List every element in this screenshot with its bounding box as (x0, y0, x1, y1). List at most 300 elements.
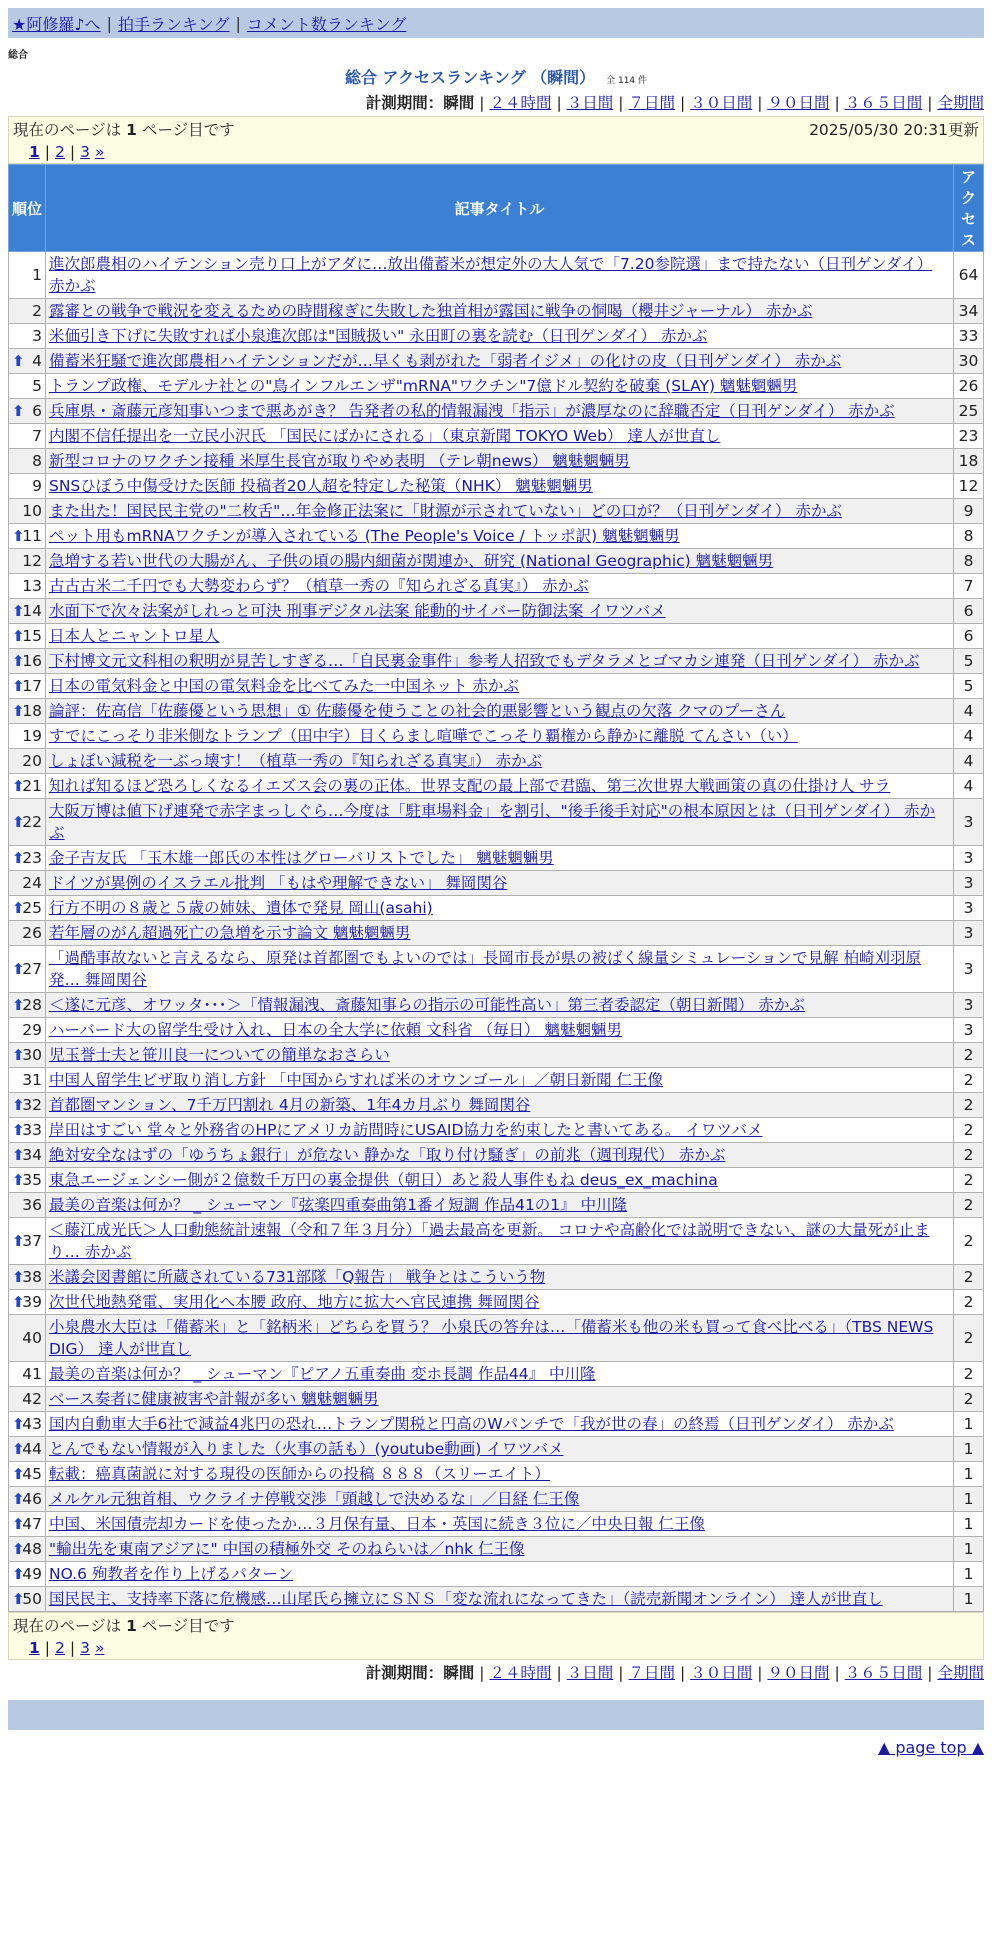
table-row (9, 1168, 984, 1193)
article-link[interactable]: 行方不明の８歳と５歳の姉妹、遺体で発見 岡山(asahi) (49, 899, 433, 917)
rank-up-icon: ⬆ (12, 677, 25, 695)
rank-number: 16 (22, 652, 42, 670)
rank-number: 30 (22, 1046, 42, 1064)
rank-cell (9, 1512, 46, 1537)
rank-number: 23 (22, 849, 42, 867)
rank-cell (9, 774, 46, 799)
article-link[interactable]: 内閣不信任提出を一立民小沢氏 「国民にばかにされる」（東京新聞 TOKYO Web） 達人が世直し (49, 427, 721, 445)
period-option-link[interactable]: ３日間 (566, 1664, 614, 1682)
access-count: 3 (954, 993, 984, 1018)
period-option-link[interactable]: ３０日間 (690, 1664, 753, 1682)
rank-number: 2 (32, 302, 42, 320)
rank-number: 3 (32, 327, 42, 345)
rank-number: 28 (22, 996, 42, 1014)
rank-number: 18 (22, 702, 42, 720)
rank-number: 46 (22, 1490, 42, 1508)
rank-number: 14 (22, 602, 42, 620)
period-current: 瞬間 (443, 1664, 475, 1682)
access-count: 2 (954, 1362, 984, 1387)
category-label: 総合 (8, 50, 28, 61)
rank-cell (9, 1068, 46, 1093)
rank-number: 38 (22, 1268, 42, 1286)
table-row (9, 399, 984, 424)
access-header: アクセス (954, 165, 984, 252)
page-link-1[interactable]: 1 (29, 143, 40, 161)
rank-cell (9, 324, 46, 349)
rank-up-icon: ⬆ (12, 1415, 25, 1433)
period-option-link[interactable]: ３６５日間 (844, 94, 923, 112)
rank-number: 25 (22, 899, 42, 917)
title-cell (46, 1387, 954, 1412)
rank-cell (9, 1043, 46, 1068)
article-link[interactable]: 大阪万博は値下げ連発で赤字まっしぐら…今度は「駐車場料金」を割引、"後手後手対応"の根本原因とは（日刊ゲンダイ） 赤かぶ (49, 802, 935, 842)
rank-number: 21 (22, 777, 42, 795)
article-link[interactable]: "輸出先を東南アジアに" 中国の積極外交 そのねらいは／nhk 仁王像 (49, 1540, 525, 1558)
rank-up-icon: ⬆ (12, 1540, 25, 1558)
rank-number: 47 (22, 1515, 42, 1533)
title-cell (46, 624, 954, 649)
table-row (9, 324, 984, 349)
article-link[interactable]: 兵庫県・斎藤元彦知事いつまで悪あがき？ 告発者の私的情報漏洩「指示」が濃厚なのに辞職否定（日刊ゲンダイ） 赤かぶ (49, 402, 895, 420)
article-link[interactable]: また出た！国民民主党の"二枚舌"…年金修正法案に「財源が示されていない」どの口が？（日刊ゲンダイ） 赤かぶ (49, 502, 842, 520)
table-row (9, 674, 984, 699)
rank-number: 1 (32, 266, 42, 284)
rank-cell (9, 1537, 46, 1562)
article-link[interactable]: NO.6 殉教者を作り上げるパターン (49, 1565, 294, 1583)
title-cell (46, 1462, 954, 1487)
article-link[interactable]: 国内自動車大手6社で減益4兆円の恐れ…トランプ関税と円高のWパンチで「我が世の春」の終焉（日刊ゲンダイ） 赤かぶ (49, 1415, 894, 1433)
page-top-link[interactable]: ▲ page top ▲ (877, 1738, 984, 1757)
table-row (9, 1587, 984, 1612)
rank-number: 4 (32, 352, 42, 370)
title-cell (46, 649, 954, 674)
title-cell (46, 1562, 954, 1587)
period-separator: | (757, 94, 763, 112)
access-count: 4 (954, 699, 984, 724)
rank-number: 48 (22, 1540, 42, 1558)
table-row (9, 1118, 984, 1143)
rank-cell (9, 1290, 46, 1315)
article-link[interactable]: ＜藤江成光氏＞人口動態統計速報（令和７年３月分）「過去最高を更新。 コロナや高齢化では説明できない、謎の大量死が止まり… 赤かぶ (49, 1221, 930, 1261)
title-cell (46, 549, 954, 574)
access-count: 3 (954, 846, 984, 871)
title-cell (46, 449, 954, 474)
article-link[interactable]: 小泉農水大臣は「備蓄米」と「銘柄米」どちらを買う？ 小泉氏の答弁は…「備蓄米も他の米も買って食べ比べる」（TBS NEWS DIG） 達人が世直し (49, 1318, 934, 1358)
period-separator: | (680, 1664, 686, 1682)
title-cell (46, 424, 954, 449)
article-link[interactable]: しょぼい減税を一ぶっ壊す！（植草一秀の『知られざる真実』） 赤かぶ (49, 752, 543, 770)
table-row (9, 871, 984, 896)
table-row (9, 1218, 984, 1265)
article-link[interactable]: ドイツが異例のイスラエル批判 「もはや理解できない」 舞岡関谷 (49, 874, 508, 892)
period-option-link[interactable]: 全期間 (937, 94, 984, 112)
rank-up-icon: ⬆ (12, 352, 25, 370)
rank-number: 15 (22, 627, 42, 645)
title-cell (46, 1487, 954, 1512)
access-count: 30 (954, 349, 984, 374)
period-option-link[interactable]: ３０日間 (690, 94, 753, 112)
rank-number: 24 (22, 874, 42, 892)
rank-number: 39 (22, 1293, 42, 1311)
rank-up-icon: ⬆ (12, 1232, 25, 1250)
article-link[interactable]: 絶対安全なはずの「ゆうちょ銀行」が危ない 静かな「取り付け騒ぎ」の前兆（週刊現代） 赤かぶ (49, 1146, 726, 1164)
period-separator: | (680, 94, 686, 112)
period-separator: | (834, 1664, 840, 1682)
rank-cell (9, 1362, 46, 1387)
rank-number: 34 (22, 1146, 42, 1164)
rank-up-icon: ⬆ (12, 1121, 25, 1139)
rank-cell (9, 1168, 46, 1193)
access-count: 2 (954, 1118, 984, 1143)
rank-number: 27 (22, 960, 42, 978)
rank-cell (9, 1562, 46, 1587)
applause-ranking-link[interactable]: 拍手ランキング (117, 14, 230, 34)
article-link[interactable]: 児玉誉士夫と笹川良一についての簡単なおさらい (49, 1046, 390, 1064)
article-link[interactable]: ペット用もmRNAワクチンが導入されている (The People's Voice / トッポ訳) 魑魅魍魎男 (49, 527, 680, 545)
rank-number: 10 (22, 502, 42, 520)
rank-cell (9, 449, 46, 474)
rank-up-icon: ⬆ (12, 652, 25, 670)
table-row (9, 1290, 984, 1315)
page-link-3[interactable]: 3 (80, 143, 91, 161)
page-link-2[interactable]: 2 (55, 143, 65, 161)
rank-number: 33 (22, 1121, 42, 1139)
period-separator: | (834, 94, 840, 112)
article-link[interactable]: 露審との戦争で戦況を変えるための時間稼ぎに失敗した独首相が露国に戦争の恫喝（櫻井ジャーナル） 赤かぶ (49, 302, 813, 320)
rank-number: 42 (22, 1390, 42, 1408)
period-label: 計測期間： (365, 1664, 444, 1682)
period-option-link[interactable]: ３６５日間 (844, 1664, 923, 1682)
rank-cell (9, 799, 46, 846)
title-cell (46, 324, 954, 349)
article-link[interactable]: 新型コロナのワクチン接種 米厚生長官が取りやめ表明 （テレ朝news） 魑魅魍魎男 (49, 452, 630, 470)
table-row (9, 1265, 984, 1290)
article-link[interactable]: 知れば知るほど恐ろしくなるイエズス会の裏の正体。世界支配の最上部で君臨、第三次世界大戦画策の真の仕掛け人 サラ (49, 777, 891, 795)
page-title: 総合 アクセスランキング （瞬間） (344, 68, 596, 87)
title-cell (46, 1362, 954, 1387)
article-link[interactable]: 最美の音楽は何か？ _ シューマン『弦楽四重奏曲第1番イ短調 作品41の1』 中川隆 (49, 1196, 628, 1214)
period-option-link[interactable]: ２４時間 (489, 94, 552, 112)
access-count: 1 (954, 1512, 984, 1537)
access-count: 2 (954, 1168, 984, 1193)
title-cell (46, 724, 954, 749)
page-separator: | (69, 143, 76, 161)
rank-cell (9, 349, 46, 374)
title-cell (46, 1093, 954, 1118)
article-link[interactable]: 岸田はすごい 堂々と外務省のHPにアメリカ訪問時にUSAID協力を約束したと書いてある。 イワツバメ (49, 1121, 763, 1139)
access-count: 2 (954, 1193, 984, 1218)
rank-cell (9, 1587, 46, 1612)
access-count: 2 (954, 1068, 984, 1093)
title-cell (46, 749, 954, 774)
rank-cell (9, 649, 46, 674)
rank-up-icon: ⬆ (12, 899, 25, 917)
page-separator: | (69, 1639, 76, 1657)
rank-cell (9, 1018, 46, 1043)
period-option-link[interactable]: 全期間 (937, 1664, 984, 1682)
article-link[interactable]: 備蓄米狂騒で進次郎農相ハイテンションだが…早くも剥がれた「弱者イジメ」の化けの皮（日刊ゲンダイ） 赤かぶ (49, 352, 842, 370)
table-row (9, 1362, 984, 1387)
next-page-link[interactable]: » (94, 143, 105, 161)
rank-cell (9, 1193, 46, 1218)
page (8, 0, 984, 1757)
rank-up-icon: ⬆ (12, 996, 25, 1014)
rank-number: 37 (22, 1232, 42, 1250)
rank-number: 22 (22, 813, 42, 831)
period-option-link[interactable]: ９０日間 (767, 1664, 830, 1682)
rank-cell (9, 474, 46, 499)
article-link[interactable]: 若年層のがん超過死亡の急増を示す論文 魑魅魍魎男 (49, 924, 411, 942)
rank-up-icon: ⬆ (12, 1440, 25, 1458)
title-cell (46, 349, 954, 374)
article-link[interactable]: 首都圏マンション、7千万円割れ 4月の新築、1年4カ月ぶり 舞岡関谷 (49, 1096, 531, 1114)
rank-up-icon: ⬆ (12, 1490, 25, 1508)
article-link[interactable]: 次世代地熱発電、実用化へ本腰 政府、地方に拡大へ官民連携 舞岡関谷 (49, 1293, 540, 1311)
article-link[interactable]: 金子吉友氏 「玉木雄一郎氏の本性はグローバリストでした」 魑魅魍魎男 (49, 849, 554, 867)
article-link[interactable]: 東急エージェンシー側が２億数千万円の裏金提供（朝日）あと殺人事件もね deus_ex_machina (49, 1171, 718, 1189)
title-cell (46, 524, 954, 549)
rank-cell (9, 1143, 46, 1168)
access-count: 1 (954, 1437, 984, 1462)
period-current: 瞬間 (443, 94, 475, 112)
table-row (9, 299, 984, 324)
article-link[interactable]: 古古古米二千円でも大勢変わらず？（植草一秀の『知られざる真実』） 赤かぶ (49, 577, 589, 595)
table-row (9, 1043, 984, 1068)
access-count: 2 (954, 1093, 984, 1118)
table-row (9, 574, 984, 599)
current-page-text: 現在のページは 1 ページ目です (13, 121, 235, 139)
article-link[interactable]: 下村博文元文科相の釈明が見苦しすぎる…「自民裏金事件」参考人招致でもデタラメとゴマカシ連発（日刊ゲンダイ） 赤かぶ (49, 652, 920, 670)
title-cell (46, 1537, 954, 1562)
title-cell (46, 1218, 954, 1265)
article-link[interactable]: 国民民主、支持率下落に危機感…山尾氏ら擁立にＳＮＳ「変な流れになってきた」（読売新聞オンライン） 達人が世直し (49, 1590, 883, 1608)
period-option-link[interactable]: ２４時間 (489, 1664, 552, 1682)
article-link[interactable]: 進次郎農相のハイテンション売り口上がアダに…放出備蓄米が想定外の大人気で「7.20参院選」まで持たない（日刊ゲンダイ） 赤かぶ (49, 255, 933, 295)
article-link[interactable]: とんでもない情報が入りました（火事の話も）(youtube動画) イワツバメ (49, 1440, 564, 1458)
rank-cell (9, 1437, 46, 1462)
title-cell (46, 374, 954, 399)
top-nav (8, 8, 984, 38)
access-count: 5 (954, 649, 984, 674)
current-page-text: 現在のページは 1 ページ目です (13, 1617, 235, 1635)
access-count: 3 (954, 1018, 984, 1043)
article-link[interactable]: ハーバード大の留学生受け入れ、日本の全大学に依頼 文科省 （毎日） 魑魅魍魎男 (49, 1021, 622, 1039)
rank-number: 40 (22, 1329, 42, 1347)
access-count: 1 (954, 1587, 984, 1612)
rank-up-icon: ⬆ (12, 527, 25, 545)
access-count: 3 (954, 871, 984, 896)
table-row (9, 549, 984, 574)
rank-cell (9, 1387, 46, 1412)
rank-up-icon: ⬆ (12, 1268, 25, 1286)
access-count: 33 (954, 324, 984, 349)
access-count: 64 (954, 252, 984, 299)
title-cell (46, 1168, 954, 1193)
pager-bottom (8, 1612, 984, 1660)
title-cell (46, 896, 954, 921)
period-option-link[interactable]: ３日間 (566, 94, 614, 112)
article-link[interactable]: ＜遂に元彦、オワッタ･･･＞「情報漏洩、斎藤知事らの指示の可能性高い」第三者委認定（朝日新聞） 赤かぶ (49, 996, 805, 1014)
period-separator: | (927, 1664, 933, 1682)
rank-cell (9, 946, 46, 993)
nav-separator: | (235, 13, 241, 33)
table-row (9, 846, 984, 871)
rank-cell (9, 993, 46, 1018)
period-option-link[interactable]: ７日間 (628, 94, 675, 112)
page-link-1[interactable]: 1 (29, 1639, 40, 1657)
article-link[interactable]: ベース奏者に健康被害や計報が多い 魑魅魍魎男 (49, 1390, 379, 1408)
article-link[interactable]: すでにこっそり非米側なトランプ（田中宇）目くらまし喧嘩でこっそり覇権から静かに離脱 てんさい（い） (49, 727, 798, 745)
period-separator: | (479, 1664, 485, 1682)
title-cell (46, 1118, 954, 1143)
rank-cell (9, 252, 46, 299)
rank-number: 44 (22, 1440, 42, 1458)
table-row (9, 599, 984, 624)
period-separator: | (479, 94, 485, 112)
rank-up-icon: ⬆ (12, 1515, 25, 1533)
access-count: 25 (954, 399, 984, 424)
table-row (9, 449, 984, 474)
access-count: 2 (954, 1218, 984, 1265)
period-label: 計測期間： (365, 94, 444, 112)
access-count: 9 (954, 499, 984, 524)
access-count: 8 (954, 524, 984, 549)
access-count: 1 (954, 1462, 984, 1487)
table-row (9, 1387, 984, 1412)
rank-up-icon: ⬆ (12, 1565, 25, 1583)
rank-cell (9, 1218, 46, 1265)
rank-cell (9, 1315, 46, 1362)
article-link[interactable]: 米価引き下げに失敗すれば小泉進次郎は"国賊扱い" 永田町の裏を読む（日刊ゲンダイ） 赤かぶ (49, 327, 708, 345)
table-row (9, 724, 984, 749)
article-link[interactable]: SNSひぼう中傷受けた医師 投稿者20人超を特定した秘策（NHK） 魑魅魍魎男 (49, 477, 593, 495)
rank-cell (9, 674, 46, 699)
current-page-number: 1 (126, 121, 137, 139)
article-link[interactable]: 最美の音楽は何か？ _ シューマン『ピアノ五重奏曲 変ホ長調 作品44』 中川隆 (49, 1365, 596, 1383)
table-row (9, 1193, 984, 1218)
rank-number: 26 (22, 924, 42, 942)
access-count: 3 (954, 946, 984, 993)
table-row (9, 1562, 984, 1587)
access-count: 2 (954, 1043, 984, 1068)
rank-cell (9, 499, 46, 524)
rank-cell (9, 624, 46, 649)
title-cell (46, 574, 954, 599)
rank-number: 29 (22, 1021, 42, 1039)
period-separator: | (556, 94, 562, 112)
rank-up-icon: ⬆ (12, 960, 25, 978)
period-selector-top (8, 90, 984, 116)
table-row (9, 946, 984, 993)
article-link[interactable]: 日本人とニャントロ星人 (49, 627, 220, 645)
rank-number: 11 (22, 527, 42, 545)
rank-up-icon: ⬆ (12, 602, 25, 620)
rank-cell (9, 896, 46, 921)
period-separator: | (757, 1664, 763, 1682)
rank-number: 41 (22, 1365, 42, 1383)
article-link[interactable]: 急増する若い世代の大腸がん、子供の頃の腸内細菌が関連か、研究 (National Geographic) 魑魅魍魎男 (49, 552, 774, 570)
period-option-link[interactable]: ７日間 (628, 1664, 675, 1682)
home-link[interactable]: ★阿修羅♪へ (12, 14, 101, 34)
access-count: 5 (954, 674, 984, 699)
rank-up-icon: ⬆ (12, 702, 25, 720)
comment-ranking-link[interactable]: コメント数ランキング (246, 14, 407, 34)
article-link[interactable]: 日本の電気料金と中国の電気料金を比べてみた一中国ネット 赤かぶ (49, 677, 519, 695)
rank-number: 36 (22, 1196, 42, 1214)
article-link[interactable]: 米議会図書館に所蔵されている731部隊「Q報告」 戦争とはこういう物 (49, 1268, 546, 1286)
rank-cell (9, 1093, 46, 1118)
table-row (9, 1315, 984, 1362)
access-count: 4 (954, 774, 984, 799)
rank-up-icon: ⬆ (12, 1293, 25, 1311)
article-link[interactable]: 「過酷事故ないと言えるなら、原発は首都圏でもよいのでは」長岡市長が県の被ばく線量シミュレーションで見解 柏崎刈羽原発… 舞岡関谷 (49, 949, 922, 989)
title-header: 記事タイトル (46, 165, 954, 252)
access-count: 34 (954, 299, 984, 324)
article-link[interactable]: トランプ政権、モデルナ社との"鳥インフルエンザ"mRNA"ワクチン"7億ドル契約を破棄 (SLAY) 魑魅魍魎男 (49, 377, 798, 395)
title-cell (46, 846, 954, 871)
title-cell (46, 799, 954, 846)
article-link[interactable]: 中国人留学生ビザ取り消し方針 「中国からすれば米のオウンゴール」／朝日新聞 仁王像 (49, 1071, 664, 1089)
table-row (9, 1487, 984, 1512)
total-count: 全 114 件 (606, 76, 648, 86)
rank-number: 49 (22, 1565, 42, 1583)
access-count: 3 (954, 921, 984, 946)
pager-top (8, 116, 984, 164)
table-row (9, 1512, 984, 1537)
table-row (9, 1093, 984, 1118)
period-separator: | (927, 94, 933, 112)
rank-cell (9, 599, 46, 624)
rank-cell (9, 549, 46, 574)
table-row (9, 524, 984, 549)
rank-number: 8 (32, 452, 42, 470)
period-separator: | (556, 1664, 562, 1682)
table-row (9, 649, 984, 674)
next-page-link[interactable]: » (94, 1639, 105, 1657)
bottom-bar (8, 1700, 984, 1730)
article-link[interactable]: 水面下で次々法案がしれっと可決 刑事デジタル法案 能動的サイバー防御法案 イワツバメ (49, 602, 666, 620)
page-separator: | (44, 1639, 51, 1657)
page-link-2[interactable]: 2 (55, 1639, 65, 1657)
access-count: 2 (954, 1290, 984, 1315)
rank-number: 20 (22, 752, 42, 770)
rank-cell (9, 399, 46, 424)
rank-cell (9, 699, 46, 724)
article-link[interactable]: 論評：佐高信「佐藤優という思想」① 佐藤優を使うことの社会的悪影響という観点の欠落 クマのプーさん (49, 702, 786, 720)
table-row (9, 896, 984, 921)
rank-number: 31 (22, 1071, 42, 1089)
title-cell (46, 774, 954, 799)
article-link[interactable]: メルケル元独首相、ウクライナ停戦交渉「頭越しで決めるな」／日経 仁王像 (49, 1490, 580, 1508)
rank-up-icon: ⬆ (12, 849, 25, 867)
rank-cell (9, 574, 46, 599)
table-row (9, 499, 984, 524)
article-link[interactable]: 転載：癌真菌説に対する現役の医師からの投稿 ８８８（スリーエイト） (49, 1465, 550, 1483)
rank-number: 17 (22, 677, 42, 695)
title-cell (46, 1143, 954, 1168)
rank-number: 50 (22, 1590, 42, 1608)
period-option-link[interactable]: ９０日間 (767, 94, 830, 112)
title-cell (46, 699, 954, 724)
table-row (9, 474, 984, 499)
title-cell (46, 1315, 954, 1362)
rank-number: 9 (32, 477, 42, 495)
article-link[interactable]: 中国、米国債売却カードを使ったか…３月保有量、日本・英国に続き３位に／中央日報 仁王像 (49, 1515, 705, 1533)
page-link-3[interactable]: 3 (80, 1639, 91, 1657)
title-cell (46, 871, 954, 896)
access-count: 18 (954, 449, 984, 474)
access-count: 6 (954, 624, 984, 649)
